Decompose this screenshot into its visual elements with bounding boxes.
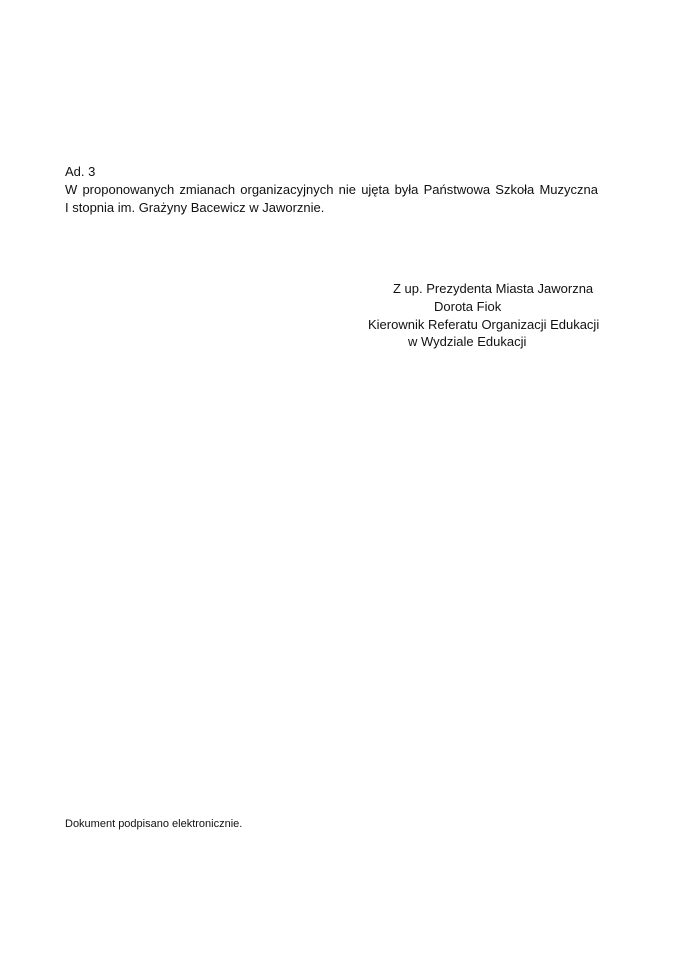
- document-body: [65, 163, 598, 217]
- paragraph-line-2: I stopnia im. Grażyny Bacewicz w Jaworznie.: [65, 200, 325, 215]
- paragraph-line-1: W proponowanych zmianach organizacyjnych nie ujęta była Państwowa Szkoła Muzyczna: [65, 182, 598, 197]
- signature-department: w Wydziale Edukacji: [408, 334, 527, 349]
- signature-authorization: Z up. Prezydenta Miasta Jaworzna: [393, 281, 594, 296]
- signature-name: Dorota Fiok: [434, 299, 502, 314]
- electronic-signature-note: Dokument podpisano elektronicznie.: [65, 818, 243, 830]
- section-heading: Ad. 3: [65, 164, 96, 179]
- signature-position: Kierownik Referatu Organizacji Edukacji: [368, 317, 600, 332]
